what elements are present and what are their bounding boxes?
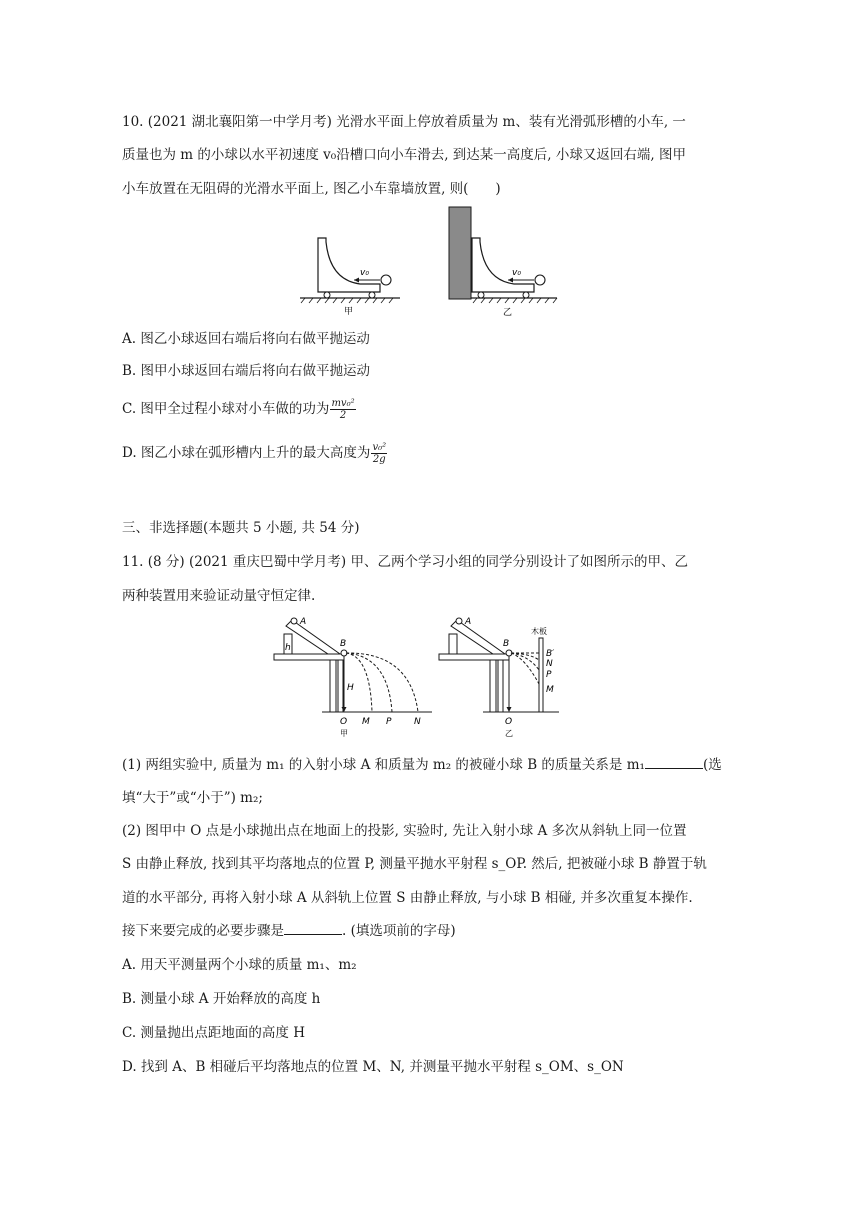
fraction-numerator: v₀² — [372, 442, 387, 453]
q11-part1-line-1 — [122, 756, 722, 774]
trajectory-n — [511, 653, 539, 660]
cart-wheel — [369, 292, 375, 298]
q10-option-a: A. 图乙小球返回右端后将向右做平抛运动 — [122, 331, 370, 347]
incline-support — [449, 634, 457, 654]
q11-part2-text-end: . (填选项前的字母) — [342, 923, 456, 939]
q11-option-b: B. 测量小球 A 开始释放的高度 h — [122, 991, 321, 1007]
q11-line-2: 两种装置用来验证动量守恒定律. — [122, 588, 316, 604]
ground-hatch — [473, 298, 557, 303]
figure-label-yi: 乙 — [505, 729, 513, 738]
table-top — [274, 654, 344, 660]
label-big-h: H — [347, 683, 354, 693]
q11-part2-line-4 — [122, 922, 456, 940]
ball — [535, 275, 545, 285]
q11-part2-line-2: S 由静止释放, 找到其平均落地点的位置 P, 测量平抛水平射程 s_OP. 然后, 把被碰小球 B 静置于轨 — [122, 856, 707, 872]
label-n: N — [414, 717, 421, 727]
q10-option-c-text: C. 图甲全过程小球对小车做的功为 — [122, 401, 330, 417]
incline-ramp — [286, 620, 340, 658]
label-a: A — [465, 617, 472, 627]
arrow-head — [354, 278, 359, 283]
incline-ramp — [451, 620, 505, 658]
label-o: O — [505, 717, 513, 727]
label-b: B — [340, 639, 347, 649]
q11-option-a: A. 用天平测量两个小球的质量 m₁、m₂ — [122, 957, 357, 973]
label-p: P — [386, 717, 392, 727]
section-3-heading: 三、非选择题(本题共 5 小题, 共 54 分) — [122, 520, 360, 536]
q11-figure-yi — [435, 612, 575, 737]
arrow-head — [508, 278, 513, 283]
label-n: N — [546, 659, 553, 669]
cart-body — [318, 238, 380, 292]
q11-part1-text-end: (选 — [702, 757, 722, 773]
v0-label: v₀ — [360, 268, 369, 278]
label-board: 木板 — [531, 627, 547, 636]
q11-figure-jia — [270, 612, 440, 737]
q11-option-d: D. 找到 A、B 相碰后平均落地点的位置 M、N, 并测量平抛水平射程 s_OM、s_ON — [122, 1059, 624, 1075]
q11-part2-line-3: 道的水平部分, 再将入射小球 A 从斜轨上位置 S 由静止释放, 与小球 B 相碰, 并多次重复本操作. — [122, 890, 693, 906]
ball — [381, 275, 391, 285]
q10-option-d-text: D. 图乙小球在弧形槽内上升的最大高度为 — [122, 445, 371, 461]
label-b-prime: B′ — [546, 649, 555, 659]
q10-option-c — [122, 398, 356, 421]
wooden-board — [539, 638, 543, 712]
fraction-numerator: mv₀² — [331, 398, 355, 409]
cart-body — [472, 238, 534, 292]
trajectory-n — [346, 653, 418, 712]
label-p: P — [546, 670, 552, 680]
q11-option-c: C. 测量抛出点距地面的高度 H — [122, 1025, 305, 1041]
ball-a — [291, 618, 297, 624]
q11-part2-text: 接下来要完成的必要步骤是 — [122, 923, 284, 939]
table-leg — [498, 660, 503, 712]
q11-part1-line-2: 填“大于”或“小于”) m₂; — [122, 790, 263, 806]
label-b: B — [503, 639, 510, 649]
q11-part2-line-1: (2) 图甲中 O 点是小球抛出点在地面上的投影, 实验时, 先让入射小球 A 多次从斜轨上同一位置 — [122, 823, 687, 839]
label-m: M — [362, 717, 370, 727]
table-top — [439, 654, 509, 660]
figure-label-jia: 甲 — [340, 729, 348, 738]
wall — [449, 207, 471, 299]
ground-hatch — [301, 298, 393, 303]
cart-wheel — [324, 292, 330, 298]
q11-line-1: 11. (8 分) (2021 重庆巴蜀中学月考) 甲、乙两个学习小组的同学分别设计了如图所示的甲、乙 — [122, 554, 688, 570]
table-leg — [330, 660, 336, 712]
fraction — [371, 442, 387, 465]
q10-figure-jia — [300, 230, 410, 320]
table-leg — [490, 660, 496, 712]
q10-line-3: 小车放置在无阻碍的光滑水平面上, 图乙小车靠墙放置, 则( ) — [122, 181, 501, 197]
fraction — [330, 398, 355, 421]
fraction-denominator: 2g — [372, 454, 386, 465]
answer-blank[interactable] — [645, 756, 703, 769]
cart-wheel — [523, 292, 529, 298]
figure-label-jia: 甲 — [344, 307, 354, 317]
trajectory-m — [511, 653, 539, 684]
table-leg — [338, 660, 343, 712]
fraction-denominator: 2 — [339, 410, 347, 421]
plumb-arrow — [507, 707, 512, 712]
ball-a — [456, 618, 462, 624]
q11-part1-text: (1) 两组实验中, 质量为 m₁ 的入射小球 A 和质量为 m₂ 的被碰小球 B 的质量关系是 m₁ — [122, 757, 645, 773]
answer-blank[interactable] — [284, 922, 342, 935]
label-o: O — [340, 717, 348, 727]
figure-label-yi: 乙 — [503, 308, 513, 318]
q10-line-1: 10. (2021 湖北襄阳第一中学月考) 光滑水平面上停放着质量为 m、装有光滑弧形槽的小车, 一 — [122, 114, 686, 130]
q10-figure-yi — [445, 205, 565, 320]
label-h: h — [285, 643, 291, 653]
q10-line-2: 质量也为 m 的小球以水平初速度 v₀沿槽口向小车滑去, 到达某一高度后, 小球又返回右端, 图甲 — [122, 147, 686, 163]
q10-option-d — [122, 442, 387, 465]
label-a: A — [300, 617, 307, 627]
cart-wheel — [478, 292, 484, 298]
q10-option-b: B. 图甲小球返回右端后将向右做平抛运动 — [122, 363, 371, 379]
label-m: M — [546, 685, 554, 695]
v0-label: v₀ — [512, 268, 521, 278]
